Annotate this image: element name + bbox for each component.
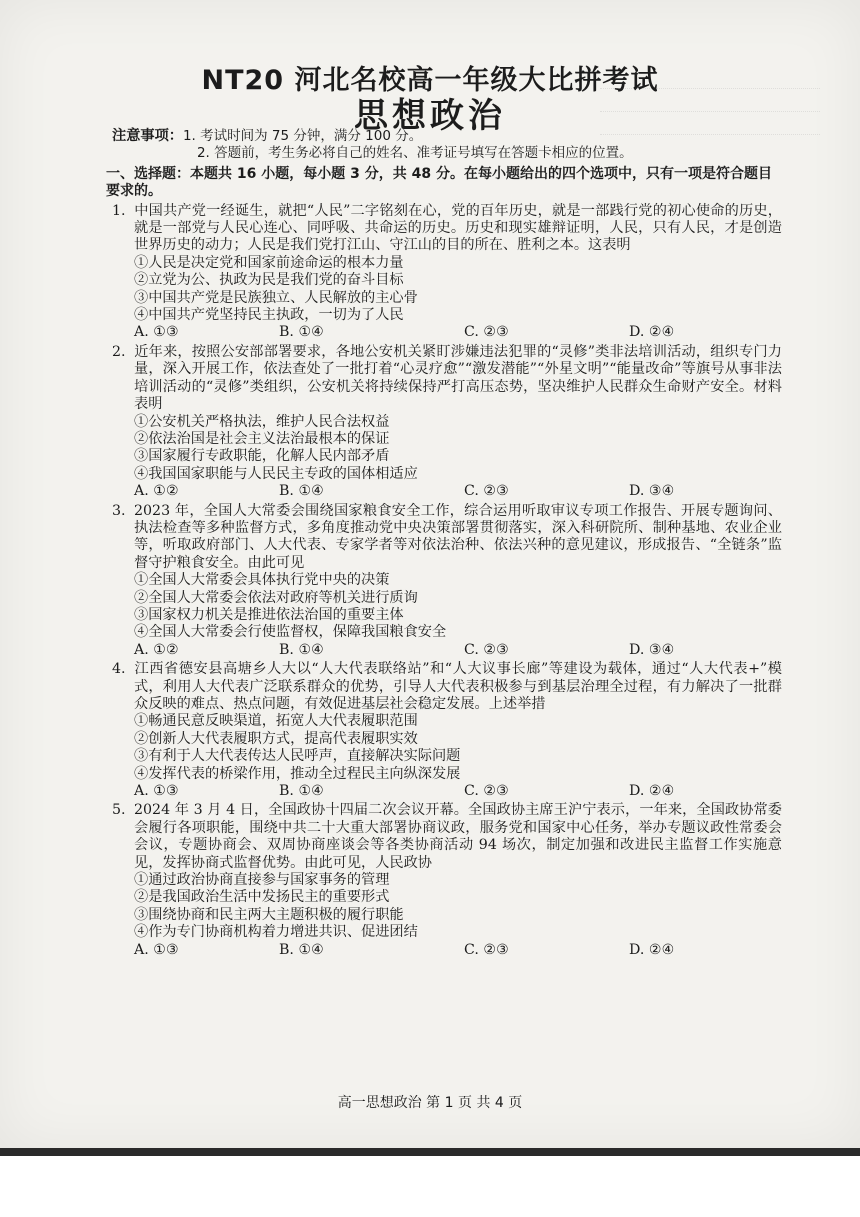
answer-choices bbox=[112, 783, 782, 800]
page-footer: 高一思想政治 第 1 页 共 4 页 bbox=[337, 1095, 523, 1111]
option-3: ③围绕协商和民主两大主题积极的履行职能 bbox=[134, 906, 404, 923]
question-stem bbox=[112, 503, 782, 573]
choice-a: A. ①③ bbox=[134, 324, 179, 341]
section-title: 一、选择题：本题共 16 小题，每小题 3 分，共 48 分。在每小题给出的四个选项中，只有一项是符合题目要求的。 bbox=[106, 165, 772, 200]
option-4: ④我国国家职能与人民民主专政的国体相适应 bbox=[134, 465, 418, 482]
answer-choices bbox=[112, 642, 782, 659]
choice-b: B. ①④ bbox=[279, 941, 324, 958]
option-3: ③中国共产党是民族独立、人民解放的主心骨 bbox=[134, 289, 418, 306]
question-stem bbox=[112, 203, 782, 255]
subject-title: 思想政治 bbox=[354, 96, 506, 136]
choice-d: D. ③④ bbox=[629, 483, 675, 500]
question-5 bbox=[112, 802, 782, 959]
option-2: ②全国人大常委会依法对政府等机关进行质询 bbox=[134, 589, 418, 606]
question-stem bbox=[112, 802, 782, 872]
option-2: ②是我国政治生活中发扬民主的重要形式 bbox=[134, 889, 390, 906]
option-2: ②创新人大代表履职方式，提高代表履职实效 bbox=[134, 730, 418, 747]
choice-b: B. ①④ bbox=[279, 324, 324, 341]
choice-b: B. ①④ bbox=[279, 641, 324, 658]
question-3 bbox=[112, 503, 782, 660]
question-text: 近年来，按照公安部部署要求，各地公安机关紧盯涉嫌违法犯罪的“灵修”类非法培训活动，组织专门力量，深入开展工作，依法查处了一批打着“心灵疗愈”“激发潜能”“外星文明”“能量改命”等旗号从事非法培训活动的“灵修”类组织，公安机关将持续保持严打高压态势，坚决维护人民群众生命财产安全。材料表明 bbox=[134, 343, 782, 413]
question-number: 3. bbox=[112, 502, 126, 519]
notice-item: 1. 考试时间为 75 分钟，满分 100 分。 bbox=[182, 128, 423, 144]
option-1: ①通过政治协商直接参与国家事务的管理 bbox=[134, 872, 390, 889]
question-4 bbox=[112, 661, 782, 800]
question-number: 1. bbox=[112, 202, 126, 219]
choice-a: A. ①② bbox=[134, 483, 179, 500]
choice-c: C. ②③ bbox=[464, 783, 509, 800]
option-4: ④发挥代表的桥梁作用，推动全过程民主向纵深发展 bbox=[134, 765, 461, 782]
option-3: ③有利于人大代表传达人民呼声，直接解决实际问题 bbox=[134, 748, 461, 765]
option-4: ④中国共产党坚持民主执政，一切为了人民 bbox=[134, 307, 404, 324]
choice-c: C. ②③ bbox=[464, 483, 509, 500]
scan-edge bbox=[0, 1148, 860, 1156]
question-number: 5. bbox=[112, 802, 126, 819]
option-2: ②立党为公、执政为民是我们党的奋斗目标 bbox=[134, 272, 404, 289]
answer-choices bbox=[112, 942, 782, 959]
notice-label: 注意事项： bbox=[112, 128, 183, 144]
choice-d: D. ③④ bbox=[629, 641, 675, 658]
option-1: ①公安机关严格执法，维护人民合法权益 bbox=[134, 413, 390, 430]
question-1 bbox=[112, 203, 782, 342]
option-4: ④作为专门协商机构着力增进共识、促进团结 bbox=[134, 924, 418, 941]
choice-a: A. ①③ bbox=[134, 783, 179, 800]
notice bbox=[112, 128, 782, 163]
question-number: 2. bbox=[112, 343, 126, 360]
answer-choices bbox=[112, 483, 782, 500]
choice-c: C. ②③ bbox=[464, 324, 509, 341]
answer-choices bbox=[112, 324, 782, 341]
question-text: 中国共产党一经诞生，就把“人民”二字铭刻在心，党的百年历史，就是一部践行党的初心使命的历史，就是一部党与人民心连心、同呼吸、共命运的历史。历史和现实雄辩证明，人民，只有人民，才是创造世界历史的动力；人民是我们党打江山、守江山的目的所在、胜利之本。这表明 bbox=[134, 202, 782, 254]
question-number: 4. bbox=[112, 661, 126, 678]
choice-d: D. ②④ bbox=[629, 941, 675, 958]
question-stem bbox=[112, 661, 782, 713]
question-2 bbox=[112, 344, 782, 501]
exam-content bbox=[106, 128, 782, 959]
choice-b: B. ①④ bbox=[279, 783, 324, 800]
option-1: ①畅通民意反映渠道，拓宽人大代表履职范围 bbox=[134, 713, 418, 730]
choice-c: C. ②③ bbox=[464, 941, 509, 958]
question-text: 2023 年，全国人大常委会围绕国家粮食安全工作，综合运用听取审议专项工作报告、开展专题询问、执法检查等多种监督方式，多角度推动党中央决策部署贯彻落实，深入科研院所、制种基地、农业企业等，听取政府部门、人大代表、专家学者等对依法治种、依法兴种的意见建议，形成报告、“全链条”监督守护粮食安全。由此可见 bbox=[134, 502, 782, 571]
choice-a: A. ①② bbox=[134, 641, 179, 658]
exam-title: NT20 河北名校高一年级大比拼考试 bbox=[201, 65, 659, 96]
option-1: ①人民是决定党和国家前途命运的根本力量 bbox=[134, 254, 404, 271]
question-text: 2024 年 3 月 4 日，全国政协十四届二次会议开幕。全国政协主席王沪宁表示，一年来，全国政协常委会履行各项职能，围绕中共二十大重大部署协商议政，服务党和国家中心任务，举办专题议政性常委会会议，专题协商会、双周协商座谈会等各类协商活动 94 场次，制定加强和改进民主监督工作实施意见，发挥协商式监督优势。由此可见，人民政协 bbox=[134, 802, 782, 871]
question-stem bbox=[112, 344, 782, 414]
choice-c: C. ②③ bbox=[464, 641, 509, 658]
option-3: ③国家履行专政职能，化解人民内部矛盾 bbox=[134, 448, 390, 465]
question-text: 江西省德安县高塘乡人大以“人大代表联络站”和“人大议事长廊”等建设为载体，通过“人大代表+”模式，利用人大代表广泛联系群众的优势，引导人大代表积极参与到基层治理全过程，有力解决了一批群众反映的难点、热点问题，有效促进基层社会稳定发展。上述举措 bbox=[134, 661, 782, 712]
notice-items bbox=[183, 128, 633, 163]
option-4: ④全国人大常委会行使监督权，保障我国粮食安全 bbox=[134, 624, 447, 641]
option-2: ②依法治国是社会主义法治最根本的保证 bbox=[134, 430, 390, 447]
choice-a: A. ①③ bbox=[134, 941, 179, 958]
choice-b: B. ①④ bbox=[279, 483, 324, 500]
notice-item: 2. 答题前，考生务必将自己的姓名、准考证号填写在答题卡相应的位置。 bbox=[196, 145, 633, 162]
option-1: ①全国人大常委会具体执行党中央的决策 bbox=[134, 572, 390, 589]
option-3: ③国家权力机关是推进依法治国的重要主体 bbox=[134, 606, 404, 623]
choice-d: D. ②④ bbox=[629, 783, 675, 800]
choice-d: D. ②④ bbox=[629, 324, 675, 341]
